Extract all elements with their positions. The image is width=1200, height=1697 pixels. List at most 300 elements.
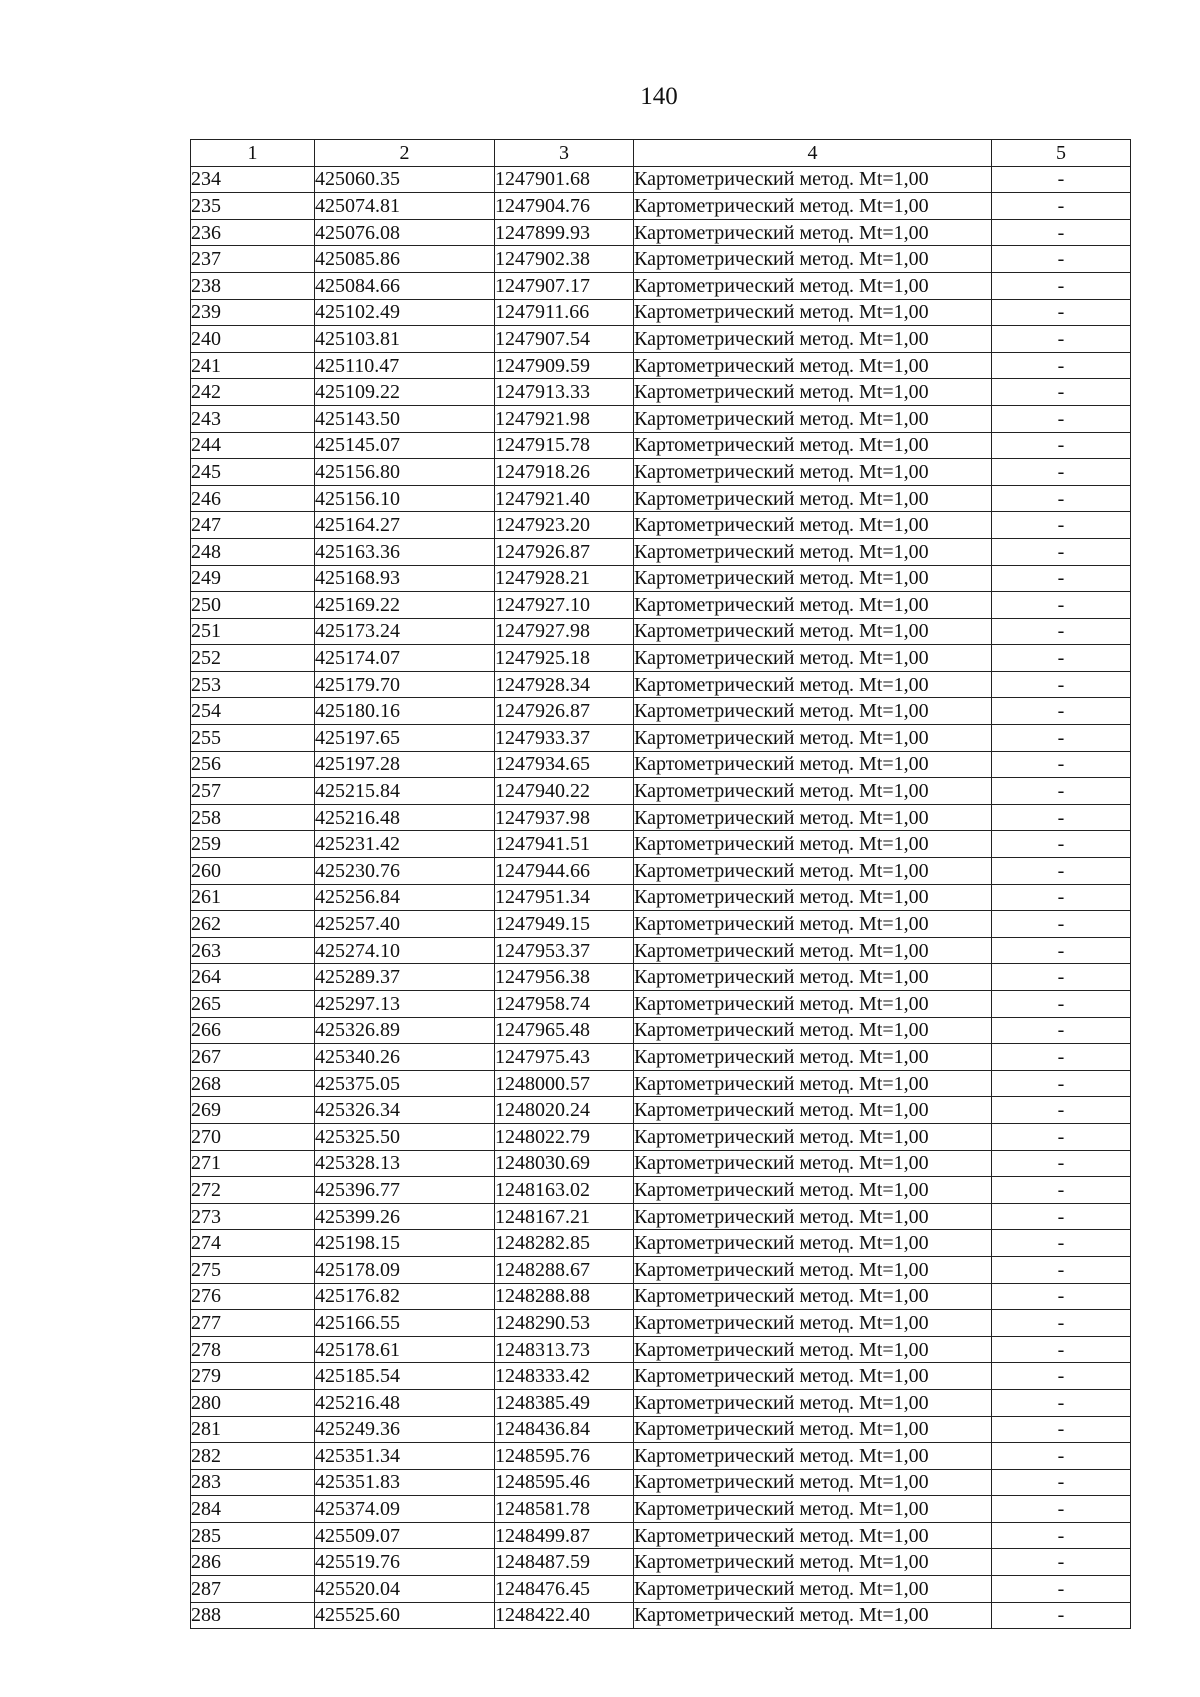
method-cell: Картометрический метод. Mt=1,00 xyxy=(634,1576,992,1603)
y-coordinate-cell: 1247915.78 xyxy=(495,432,634,459)
table-header-row xyxy=(191,140,1131,167)
table-row xyxy=(191,1123,1131,1150)
note-cell: - xyxy=(992,698,1131,725)
table-row xyxy=(191,1044,1131,1071)
x-coordinate-cell: 425520.04 xyxy=(315,1576,495,1603)
note-cell: - xyxy=(992,1177,1131,1204)
table-row xyxy=(191,193,1131,220)
note-cell: - xyxy=(992,671,1131,698)
method-cell: Картометрический метод. Mt=1,00 xyxy=(634,1256,992,1283)
table-row xyxy=(191,538,1131,565)
note-cell: - xyxy=(992,1549,1131,1576)
x-coordinate-cell: 425102.49 xyxy=(315,299,495,326)
point-number-cell: 242 xyxy=(191,379,315,406)
note-cell: - xyxy=(992,1230,1131,1257)
table-row xyxy=(191,352,1131,379)
method-cell: Картометрический метод. Mt=1,00 xyxy=(634,725,992,752)
point-number-cell: 260 xyxy=(191,858,315,885)
x-coordinate-cell: 425249.36 xyxy=(315,1416,495,1443)
table-row xyxy=(191,459,1131,486)
note-cell: - xyxy=(992,166,1131,193)
point-number-cell: 278 xyxy=(191,1336,315,1363)
point-number-cell: 264 xyxy=(191,964,315,991)
note-cell: - xyxy=(992,1389,1131,1416)
table-row xyxy=(191,1097,1131,1124)
y-coordinate-cell: 1247928.34 xyxy=(495,671,634,698)
table-row xyxy=(191,405,1131,432)
y-coordinate-cell: 1247926.87 xyxy=(495,538,634,565)
note-cell: - xyxy=(992,751,1131,778)
table-row xyxy=(191,618,1131,645)
point-number-cell: 243 xyxy=(191,405,315,432)
note-cell: - xyxy=(992,193,1131,220)
point-number-cell: 237 xyxy=(191,246,315,273)
x-coordinate-cell: 425185.54 xyxy=(315,1363,495,1390)
table-row xyxy=(191,1416,1131,1443)
table-row xyxy=(191,246,1131,273)
method-cell: Картометрический метод. Mt=1,00 xyxy=(634,751,992,778)
method-cell: Картометрический метод. Mt=1,00 xyxy=(634,1097,992,1124)
x-coordinate-cell: 425180.16 xyxy=(315,698,495,725)
x-coordinate-cell: 425351.83 xyxy=(315,1469,495,1496)
y-coordinate-cell: 1247934.65 xyxy=(495,751,634,778)
y-coordinate-cell: 1247926.87 xyxy=(495,698,634,725)
point-number-cell: 271 xyxy=(191,1150,315,1177)
note-cell: - xyxy=(992,1017,1131,1044)
method-cell: Картометрический метод. Mt=1,00 xyxy=(634,1469,992,1496)
note-cell: - xyxy=(992,459,1131,486)
point-number-cell: 277 xyxy=(191,1310,315,1337)
point-number-cell: 234 xyxy=(191,166,315,193)
table-row xyxy=(191,1602,1131,1629)
x-coordinate-cell: 425076.08 xyxy=(315,219,495,246)
x-coordinate-cell: 425169.22 xyxy=(315,592,495,619)
method-cell: Картометрический метод. Mt=1,00 xyxy=(634,964,992,991)
point-number-cell: 256 xyxy=(191,751,315,778)
column-header-4: 4 xyxy=(634,140,992,167)
column-header-2: 2 xyxy=(315,140,495,167)
point-number-cell: 283 xyxy=(191,1469,315,1496)
method-cell: Картометрический метод. Mt=1,00 xyxy=(634,485,992,512)
column-header-3: 3 xyxy=(495,140,634,167)
note-cell: - xyxy=(992,991,1131,1018)
page-number: 140 xyxy=(640,83,678,110)
point-number-cell: 246 xyxy=(191,485,315,512)
x-coordinate-cell: 425197.65 xyxy=(315,725,495,752)
note-cell: - xyxy=(992,858,1131,885)
note-cell: - xyxy=(992,964,1131,991)
method-cell: Картометрический метод. Mt=1,00 xyxy=(634,246,992,273)
y-coordinate-cell: 1248030.69 xyxy=(495,1150,634,1177)
point-number-cell: 261 xyxy=(191,884,315,911)
y-coordinate-cell: 1247907.54 xyxy=(495,326,634,353)
y-coordinate-cell: 1248313.73 xyxy=(495,1336,634,1363)
point-number-cell: 266 xyxy=(191,1017,315,1044)
x-coordinate-cell: 425274.10 xyxy=(315,937,495,964)
x-coordinate-cell: 425178.61 xyxy=(315,1336,495,1363)
note-cell: - xyxy=(992,1522,1131,1549)
note-cell: - xyxy=(992,1283,1131,1310)
point-number-cell: 270 xyxy=(191,1123,315,1150)
table-row xyxy=(191,645,1131,672)
table-row xyxy=(191,804,1131,831)
method-cell: Картометрический метод. Mt=1,00 xyxy=(634,592,992,619)
method-cell: Картометрический метод. Mt=1,00 xyxy=(634,1123,992,1150)
note-cell: - xyxy=(992,1150,1131,1177)
method-cell: Картометрический метод. Mt=1,00 xyxy=(634,1230,992,1257)
method-cell: Картометрический метод. Mt=1,00 xyxy=(634,698,992,725)
x-coordinate-cell: 425231.42 xyxy=(315,831,495,858)
y-coordinate-cell: 1247925.18 xyxy=(495,645,634,672)
x-coordinate-cell: 425156.80 xyxy=(315,459,495,486)
point-number-cell: 247 xyxy=(191,512,315,539)
table-row xyxy=(191,592,1131,619)
x-coordinate-cell: 425326.34 xyxy=(315,1097,495,1124)
method-cell: Картометрический метод. Mt=1,00 xyxy=(634,432,992,459)
x-coordinate-cell: 425174.07 xyxy=(315,645,495,672)
note-cell: - xyxy=(992,725,1131,752)
y-coordinate-cell: 1247953.37 xyxy=(495,937,634,964)
method-cell: Картометрический метод. Mt=1,00 xyxy=(634,326,992,353)
x-coordinate-cell: 425289.37 xyxy=(315,964,495,991)
note-cell: - xyxy=(992,219,1131,246)
note-cell: - xyxy=(992,326,1131,353)
table-row xyxy=(191,326,1131,353)
note-cell: - xyxy=(992,1256,1131,1283)
x-coordinate-cell: 425519.76 xyxy=(315,1549,495,1576)
table-row xyxy=(191,911,1131,938)
table-row xyxy=(191,1230,1131,1257)
point-number-cell: 273 xyxy=(191,1203,315,1230)
note-cell: - xyxy=(992,272,1131,299)
table-row xyxy=(191,1443,1131,1470)
x-coordinate-cell: 425145.07 xyxy=(315,432,495,459)
x-coordinate-cell: 425176.82 xyxy=(315,1283,495,1310)
note-cell: - xyxy=(992,432,1131,459)
note-cell: - xyxy=(992,937,1131,964)
x-coordinate-cell: 425399.26 xyxy=(315,1203,495,1230)
point-number-cell: 275 xyxy=(191,1256,315,1283)
x-coordinate-cell: 425328.13 xyxy=(315,1150,495,1177)
method-cell: Картометрический метод. Mt=1,00 xyxy=(634,858,992,885)
note-cell: - xyxy=(992,911,1131,938)
point-number-cell: 253 xyxy=(191,671,315,698)
point-number-cell: 255 xyxy=(191,725,315,752)
table-row xyxy=(191,512,1131,539)
y-coordinate-cell: 1247937.98 xyxy=(495,804,634,831)
x-coordinate-cell: 425215.84 xyxy=(315,778,495,805)
table-row xyxy=(191,751,1131,778)
note-cell: - xyxy=(992,1336,1131,1363)
note-cell: - xyxy=(992,352,1131,379)
table-row xyxy=(191,1336,1131,1363)
point-number-cell: 285 xyxy=(191,1522,315,1549)
note-cell: - xyxy=(992,1203,1131,1230)
y-coordinate-cell: 1248581.78 xyxy=(495,1496,634,1523)
y-coordinate-cell: 1247911.66 xyxy=(495,299,634,326)
point-number-cell: 286 xyxy=(191,1549,315,1576)
method-cell: Картометрический метод. Mt=1,00 xyxy=(634,1416,992,1443)
point-number-cell: 251 xyxy=(191,618,315,645)
y-coordinate-cell: 1247933.37 xyxy=(495,725,634,752)
note-cell: - xyxy=(992,1070,1131,1097)
point-number-cell: 244 xyxy=(191,432,315,459)
table-row xyxy=(191,1070,1131,1097)
x-coordinate-cell: 425166.55 xyxy=(315,1310,495,1337)
y-coordinate-cell: 1247941.51 xyxy=(495,831,634,858)
table-row xyxy=(191,1549,1131,1576)
y-coordinate-cell: 1247949.15 xyxy=(495,911,634,938)
point-number-cell: 259 xyxy=(191,831,315,858)
table-row xyxy=(191,1177,1131,1204)
method-cell: Картометрический метод. Mt=1,00 xyxy=(634,1549,992,1576)
method-cell: Картометрический метод. Mt=1,00 xyxy=(634,884,992,911)
x-coordinate-cell: 425109.22 xyxy=(315,379,495,406)
y-coordinate-cell: 1248422.40 xyxy=(495,1602,634,1629)
y-coordinate-cell: 1247927.98 xyxy=(495,618,634,645)
table-row xyxy=(191,1203,1131,1230)
y-coordinate-cell: 1247901.68 xyxy=(495,166,634,193)
y-coordinate-cell: 1248487.59 xyxy=(495,1549,634,1576)
point-number-cell: 238 xyxy=(191,272,315,299)
method-cell: Картометрический метод. Mt=1,00 xyxy=(634,618,992,645)
point-number-cell: 258 xyxy=(191,804,315,831)
point-number-cell: 241 xyxy=(191,352,315,379)
method-cell: Картометрический метод. Mt=1,00 xyxy=(634,911,992,938)
note-cell: - xyxy=(992,804,1131,831)
method-cell: Картометрический метод. Mt=1,00 xyxy=(634,645,992,672)
y-coordinate-cell: 1247904.76 xyxy=(495,193,634,220)
y-coordinate-cell: 1248282.85 xyxy=(495,1230,634,1257)
x-coordinate-cell: 425164.27 xyxy=(315,512,495,539)
y-coordinate-cell: 1247923.20 xyxy=(495,512,634,539)
note-cell: - xyxy=(992,379,1131,406)
table-row xyxy=(191,565,1131,592)
note-cell: - xyxy=(992,645,1131,672)
x-coordinate-cell: 425230.76 xyxy=(315,858,495,885)
method-cell: Картометрический метод. Mt=1,00 xyxy=(634,1044,992,1071)
method-cell: Картометрический метод. Mt=1,00 xyxy=(634,1602,992,1629)
point-number-cell: 236 xyxy=(191,219,315,246)
x-coordinate-cell: 425143.50 xyxy=(315,405,495,432)
method-cell: Картометрический метод. Mt=1,00 xyxy=(634,1177,992,1204)
point-number-cell: 280 xyxy=(191,1389,315,1416)
method-cell: Картометрический метод. Mt=1,00 xyxy=(634,565,992,592)
method-cell: Картометрический метод. Mt=1,00 xyxy=(634,1363,992,1390)
y-coordinate-cell: 1247921.40 xyxy=(495,485,634,512)
point-number-cell: 235 xyxy=(191,193,315,220)
note-cell: - xyxy=(992,1469,1131,1496)
table-row xyxy=(191,1576,1131,1603)
table-row xyxy=(191,1283,1131,1310)
point-number-cell: 281 xyxy=(191,1416,315,1443)
note-cell: - xyxy=(992,1123,1131,1150)
y-coordinate-cell: 1247956.38 xyxy=(495,964,634,991)
point-number-cell: 249 xyxy=(191,565,315,592)
y-coordinate-cell: 1248385.49 xyxy=(495,1389,634,1416)
method-cell: Картометрический метод. Mt=1,00 xyxy=(634,405,992,432)
table-row xyxy=(191,964,1131,991)
point-number-cell: 240 xyxy=(191,326,315,353)
table-row xyxy=(191,858,1131,885)
method-cell: Картометрический метод. Mt=1,00 xyxy=(634,512,992,539)
table-row xyxy=(191,991,1131,1018)
method-cell: Картометрический метод. Mt=1,00 xyxy=(634,1150,992,1177)
point-number-cell: 262 xyxy=(191,911,315,938)
note-cell: - xyxy=(992,485,1131,512)
coordinates-table xyxy=(190,139,1131,1629)
y-coordinate-cell: 1247907.17 xyxy=(495,272,634,299)
note-cell: - xyxy=(992,1310,1131,1337)
point-number-cell: 284 xyxy=(191,1496,315,1523)
note-cell: - xyxy=(992,405,1131,432)
method-cell: Картометрический метод. Mt=1,00 xyxy=(634,1283,992,1310)
table-row xyxy=(191,1522,1131,1549)
table-row xyxy=(191,671,1131,698)
x-coordinate-cell: 425156.10 xyxy=(315,485,495,512)
point-number-cell: 252 xyxy=(191,645,315,672)
method-cell: Картометрический метод. Mt=1,00 xyxy=(634,459,992,486)
note-cell: - xyxy=(992,1416,1131,1443)
x-coordinate-cell: 425396.77 xyxy=(315,1177,495,1204)
method-cell: Картометрический метод. Mt=1,00 xyxy=(634,219,992,246)
y-coordinate-cell: 1247899.93 xyxy=(495,219,634,246)
y-coordinate-cell: 1247965.48 xyxy=(495,1017,634,1044)
point-number-cell: 269 xyxy=(191,1097,315,1124)
method-cell: Картометрический метод. Mt=1,00 xyxy=(634,804,992,831)
note-cell: - xyxy=(992,512,1131,539)
method-cell: Картометрический метод. Mt=1,00 xyxy=(634,1203,992,1230)
table-row xyxy=(191,485,1131,512)
x-coordinate-cell: 425110.47 xyxy=(315,352,495,379)
note-cell: - xyxy=(992,1443,1131,1470)
y-coordinate-cell: 1248499.87 xyxy=(495,1522,634,1549)
note-cell: - xyxy=(992,592,1131,619)
table-row xyxy=(191,937,1131,964)
method-cell: Картометрический метод. Mt=1,00 xyxy=(634,352,992,379)
method-cell: Картометрический метод. Mt=1,00 xyxy=(634,671,992,698)
note-cell: - xyxy=(992,565,1131,592)
table-row xyxy=(191,1150,1131,1177)
x-coordinate-cell: 425103.81 xyxy=(315,326,495,353)
point-number-cell: 250 xyxy=(191,592,315,619)
note-cell: - xyxy=(992,1363,1131,1390)
y-coordinate-cell: 1248476.45 xyxy=(495,1576,634,1603)
method-cell: Картометрический метод. Mt=1,00 xyxy=(634,831,992,858)
table-row xyxy=(191,1496,1131,1523)
point-number-cell: 248 xyxy=(191,538,315,565)
table-row xyxy=(191,778,1131,805)
y-coordinate-cell: 1247975.43 xyxy=(495,1044,634,1071)
method-cell: Картометрический метод. Mt=1,00 xyxy=(634,1310,992,1337)
x-coordinate-cell: 425074.81 xyxy=(315,193,495,220)
point-number-cell: 263 xyxy=(191,937,315,964)
x-coordinate-cell: 425179.70 xyxy=(315,671,495,698)
point-number-cell: 245 xyxy=(191,459,315,486)
column-header-5: 5 xyxy=(992,140,1131,167)
y-coordinate-cell: 1248022.79 xyxy=(495,1123,634,1150)
y-coordinate-cell: 1247902.38 xyxy=(495,246,634,273)
method-cell: Картометрический метод. Mt=1,00 xyxy=(634,991,992,1018)
method-cell: Картометрический метод. Mt=1,00 xyxy=(634,1017,992,1044)
table-row xyxy=(191,1469,1131,1496)
y-coordinate-cell: 1248290.53 xyxy=(495,1310,634,1337)
x-coordinate-cell: 425060.35 xyxy=(315,166,495,193)
note-cell: - xyxy=(992,884,1131,911)
y-coordinate-cell: 1247958.74 xyxy=(495,991,634,1018)
y-coordinate-cell: 1248595.76 xyxy=(495,1443,634,1470)
table-row xyxy=(191,379,1131,406)
y-coordinate-cell: 1247909.59 xyxy=(495,352,634,379)
y-coordinate-cell: 1247913.33 xyxy=(495,379,634,406)
x-coordinate-cell: 425216.48 xyxy=(315,1389,495,1416)
point-number-cell: 268 xyxy=(191,1070,315,1097)
y-coordinate-cell: 1248000.57 xyxy=(495,1070,634,1097)
method-cell: Картометрический метод. Mt=1,00 xyxy=(634,299,992,326)
x-coordinate-cell: 425085.86 xyxy=(315,246,495,273)
method-cell: Картометрический метод. Mt=1,00 xyxy=(634,166,992,193)
point-number-cell: 276 xyxy=(191,1283,315,1310)
method-cell: Картометрический метод. Mt=1,00 xyxy=(634,1336,992,1363)
point-number-cell: 288 xyxy=(191,1602,315,1629)
table-row xyxy=(191,1389,1131,1416)
y-coordinate-cell: 1248288.67 xyxy=(495,1256,634,1283)
note-cell: - xyxy=(992,778,1131,805)
x-coordinate-cell: 425216.48 xyxy=(315,804,495,831)
point-number-cell: 272 xyxy=(191,1177,315,1204)
method-cell: Картометрический метод. Mt=1,00 xyxy=(634,1496,992,1523)
table-row xyxy=(191,725,1131,752)
method-cell: Картометрический метод. Mt=1,00 xyxy=(634,1443,992,1470)
method-cell: Картометрический метод. Mt=1,00 xyxy=(634,538,992,565)
x-coordinate-cell: 425297.13 xyxy=(315,991,495,1018)
note-cell: - xyxy=(992,618,1131,645)
point-number-cell: 279 xyxy=(191,1363,315,1390)
note-cell: - xyxy=(992,1097,1131,1124)
point-number-cell: 265 xyxy=(191,991,315,1018)
x-coordinate-cell: 425163.36 xyxy=(315,538,495,565)
point-number-cell: 287 xyxy=(191,1576,315,1603)
x-coordinate-cell: 425525.60 xyxy=(315,1602,495,1629)
note-cell: - xyxy=(992,1576,1131,1603)
note-cell: - xyxy=(992,831,1131,858)
y-coordinate-cell: 1247927.10 xyxy=(495,592,634,619)
x-coordinate-cell: 425351.34 xyxy=(315,1443,495,1470)
y-coordinate-cell: 1248436.84 xyxy=(495,1416,634,1443)
y-coordinate-cell: 1247951.34 xyxy=(495,884,634,911)
y-coordinate-cell: 1247918.26 xyxy=(495,459,634,486)
note-cell: - xyxy=(992,538,1131,565)
y-coordinate-cell: 1248163.02 xyxy=(495,1177,634,1204)
table-row xyxy=(191,166,1131,193)
point-number-cell: 239 xyxy=(191,299,315,326)
column-header-1: 1 xyxy=(191,140,315,167)
x-coordinate-cell: 425084.66 xyxy=(315,272,495,299)
x-coordinate-cell: 425257.40 xyxy=(315,911,495,938)
y-coordinate-cell: 1248020.24 xyxy=(495,1097,634,1124)
x-coordinate-cell: 425197.28 xyxy=(315,751,495,778)
y-coordinate-cell: 1248288.88 xyxy=(495,1283,634,1310)
method-cell: Картометрический метод. Mt=1,00 xyxy=(634,379,992,406)
point-number-cell: 274 xyxy=(191,1230,315,1257)
method-cell: Картометрический метод. Mt=1,00 xyxy=(634,1522,992,1549)
point-number-cell: 257 xyxy=(191,778,315,805)
x-coordinate-cell: 425178.09 xyxy=(315,1256,495,1283)
method-cell: Картометрический метод. Mt=1,00 xyxy=(634,1389,992,1416)
y-coordinate-cell: 1247928.21 xyxy=(495,565,634,592)
table-body xyxy=(191,166,1131,1629)
x-coordinate-cell: 425509.07 xyxy=(315,1522,495,1549)
